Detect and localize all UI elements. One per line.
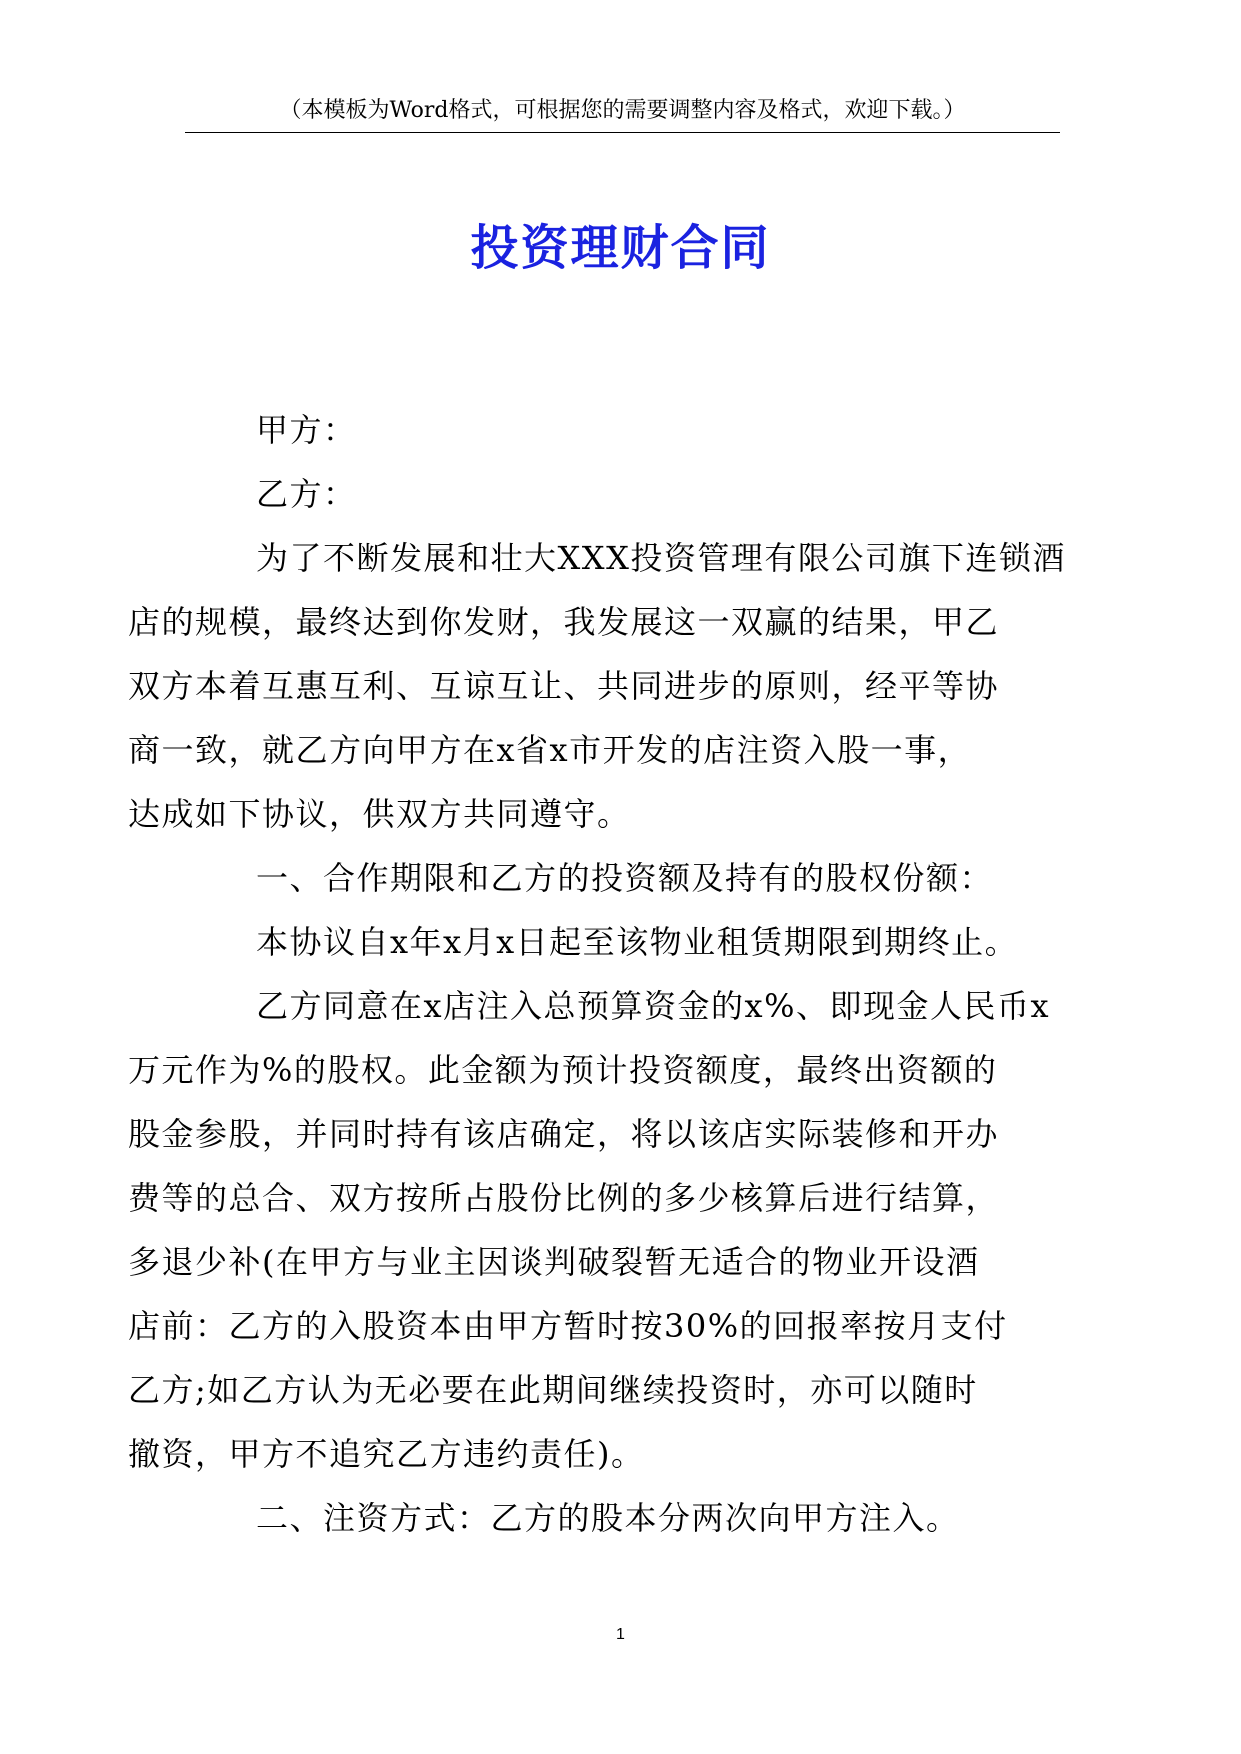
page-number: 1 xyxy=(616,1626,625,1643)
text-line: 一、合作期限和乙方的投资额及持有的股权份额： xyxy=(256,859,994,897)
document-body xyxy=(128,398,1072,1550)
text-line: 撤资，甲方不追究乙方违约责任)。 xyxy=(128,1435,645,1473)
text-line: 费等的总合、双方按所占股份比例的多少核算后进行结算， xyxy=(128,1179,1000,1217)
header-divider xyxy=(185,132,1060,133)
text-line: 为了不断发展和壮大XXX投资管理有限公司旗下连锁酒 xyxy=(256,539,1066,577)
text-line: 乙方： xyxy=(256,475,357,513)
text-line: 店的规模，最终达到你发财，我发展这一双赢的结果，甲乙 xyxy=(128,603,1000,641)
text-line: 乙方同意在x店注入总预算资金的x%、即现金人民币x xyxy=(256,987,1051,1025)
text-line: 万元作为%的股权。此金额为预计投资额度，最终出资额的 xyxy=(128,1051,998,1089)
investment-paragraph xyxy=(128,974,1072,1486)
document-title: 投资理财合同 xyxy=(470,220,771,276)
text-line: 股金参股，并同时持有该店确定，将以该店实际装修和开办 xyxy=(128,1115,1000,1153)
section-2-heading xyxy=(192,1486,1072,1550)
text-line: 双方本着互惠互利、互谅互让、共同进步的原则，经平等协 xyxy=(128,667,1000,705)
text-line: 甲方： xyxy=(256,411,357,449)
text-line: 二、注资方式：乙方的股本分两次向甲方注入。 xyxy=(256,1499,960,1537)
template-header-note: （本模板为Word格式，可根据您的需要调整内容及格式，欢迎下载。） xyxy=(279,98,966,123)
party-a-line xyxy=(192,398,1072,462)
text-line: 本协议自x年x月x日起至该物业租赁期限到期终止。 xyxy=(256,923,1019,961)
term-paragraph xyxy=(192,910,1072,974)
text-line: 多退少补(在甲方与业主因谈判破裂暂无适合的物业开设酒 xyxy=(128,1243,980,1281)
text-line: 乙方;如乙方认为无必要在此期间继续投资时，亦可以随时 xyxy=(128,1371,978,1409)
preamble-paragraph xyxy=(128,526,1072,846)
text-line: 达成如下协议，供双方共同遵守。 xyxy=(128,795,631,833)
text-line: 店前：乙方的入股资本由甲方暂时按30%的回报率按月支付 xyxy=(128,1307,1008,1345)
party-b-line xyxy=(192,462,1072,526)
text-line: 商一致，就乙方向甲方在x省x市开发的店注资入股一事， xyxy=(128,731,972,769)
section-1-heading xyxy=(192,846,1072,910)
